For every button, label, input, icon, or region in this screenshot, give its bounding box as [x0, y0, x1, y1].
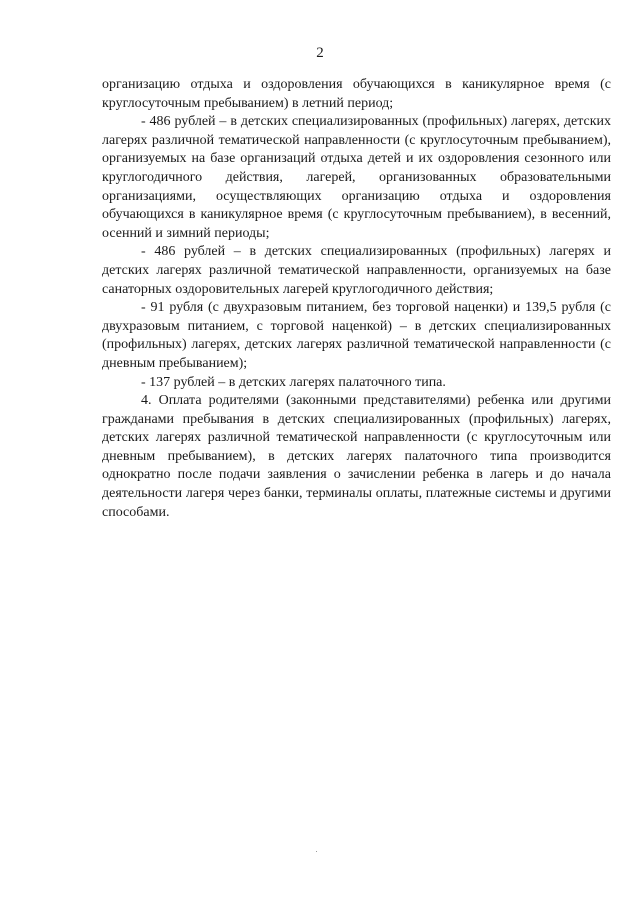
paragraph: - 91 рубля (с двухразовым питанием, без торговой наценки) и 139,5 рубля (с двухразовым питанием, с торговой наценкой) – в детских специализированных (профильных) лагерях, детских лагерях различной тематической направленности (с дневным пребыванием); [102, 300, 611, 371]
paragraph: - 486 рублей – в детских специализированных (профильных) лагерях и детских лагерях различной тематической направленности, организуемых на базе санаторных оздоровительных лагерей круглогодичного действия; [102, 244, 611, 297]
document-body [102, 76, 611, 522]
scan-speck [316, 851, 317, 852]
paragraph: организацию отдыха и оздоровления обучающихся в каникулярное время (с круглосуточным пребыванием) в летний период; [102, 77, 611, 111]
page-number: 2 [316, 45, 324, 61]
paragraph: - 137 рублей – в детских лагерях палаточного типа. [141, 374, 446, 390]
paragraph: - 486 рублей – в детских специализированных (профильных) лагерях, детских лагерях различной тематической направленности (с круглосуточным пребыванием), организуемых на базе организаций отдыха детей и их оздоровления сезонного или круглогодичного действия, лагерей, организованных образовательными организациями, осуществляющих организацию отдыха и оздоровления обучающихся в каникулярное время (с круглосуточным пребыванием), в весенний, осенний и зимний периоды; [102, 114, 611, 241]
paragraph: 4. Оплата родителями (законными представителями) ребенка или другими гражданами пребывания в детских специализированных (профильных) лагерях, детских лагерях различной тематической направленности (с круглосуточным или дневным пребыванием), в детских лагерях палаточного типа производится однократно после подачи заявления о зачислении ребенка в лагерь и до начала деятельности лагеря через банки, терминалы оплаты, платежные системы и другими способами. [102, 393, 611, 520]
